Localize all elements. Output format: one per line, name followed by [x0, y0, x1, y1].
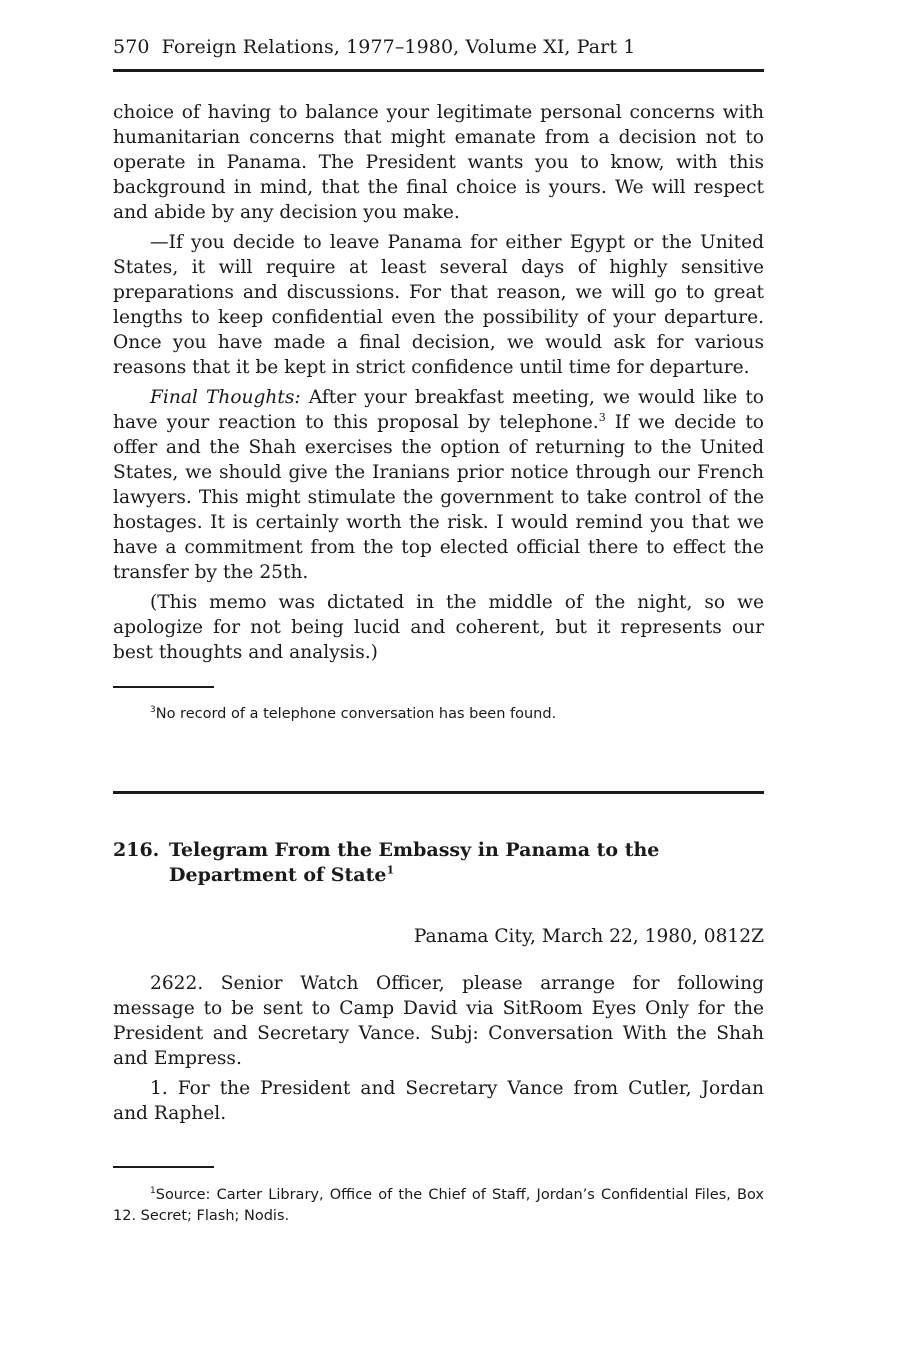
memo-paragraph-4: (This memo was dictated in the middle of the night, so we apologize for not being lucid and coherent, but it represents our best thoughts and analysis.) [113, 592, 764, 663]
document-title: Telegram From the Embassy in Panama to the Department of State [169, 839, 660, 886]
memo-paragraph-2: —If you decide to leave Panama for either Egypt or the United States, it will require at least several days of highly sensitive preparations and discussions. For that reason, we will go to great lengths to keep confidential even the possibility of your departure. Once you have made a final decision, we would ask for various reasons that it be kept in strict confidence until time for departure. [113, 232, 764, 378]
document-separator [113, 791, 764, 794]
header-rule [113, 69, 764, 72]
footnote-ref-1[interactable]: 1 [386, 863, 395, 877]
telegram-body [113, 971, 764, 1131]
memo-paragraph-3-part-b: If we decide to offer and the Shah exercises the option of returning to the United States, we should give the Iranians prior notice through our French lawyers. This might stimulate the government to take control of the hostages. It is certainly worth the risk. I would remind you that we have a commitment from the top elected official there to effect the transfer by the 25th. [113, 412, 764, 583]
final-thoughts-label: Final Thoughts: [150, 387, 301, 408]
footnote-text: Source: Carter Library, Office of the Chief of Staff, Jordan’s Confidential Files, Box 12. Secret; Flash; Nodis. [113, 1187, 764, 1224]
dateline: Panama City, March 22, 1980, 0812Z [413, 926, 764, 947]
running-title: Foreign Relations, 1977–1980, Volume XI, Part 1 [161, 36, 636, 58]
footnote-marker: 3 [150, 705, 156, 716]
memo-paragraph-3 [113, 385, 764, 585]
footnote-marker: 1 [150, 1186, 156, 1197]
footnote-rule [113, 1166, 214, 1168]
footnote-rule [113, 686, 214, 688]
memo-paragraph-3-part-a: After your breakfast meeting, we would like to have your reaction to this proposal by telephone. [113, 387, 764, 433]
footnote-3 [113, 704, 764, 725]
document-number: 216. [113, 839, 160, 861]
memo-body [113, 100, 764, 670]
document-heading [113, 838, 753, 888]
page-number: 570 [113, 36, 150, 58]
footnote-text: No record of a telephone conversation has been found. [155, 706, 557, 722]
telegram-paragraph-2: 1. For the President and Secretary Vance from Cutler, Jordan and Raphel. [113, 1078, 764, 1124]
telegram-paragraph-1: 2622. Senior Watch Officer, please arrange for following message to be sent to Camp David via SitRoom Eyes Only for the President and Secretary Vance. Subj: Conversation With the Shah and Empress. [113, 973, 764, 1069]
running-header [113, 36, 764, 58]
memo-paragraph-1: choice of having to balance your legitimate personal concerns with humanitarian concerns that might emanate from a decision not to operate in Panama. The President wants you to know, with this background in mind, that the final choice is yours. We will respect and abide by any decision you make. [113, 102, 764, 223]
footnote-1 [113, 1185, 764, 1227]
footnote-ref-3[interactable]: 3 [598, 410, 606, 424]
